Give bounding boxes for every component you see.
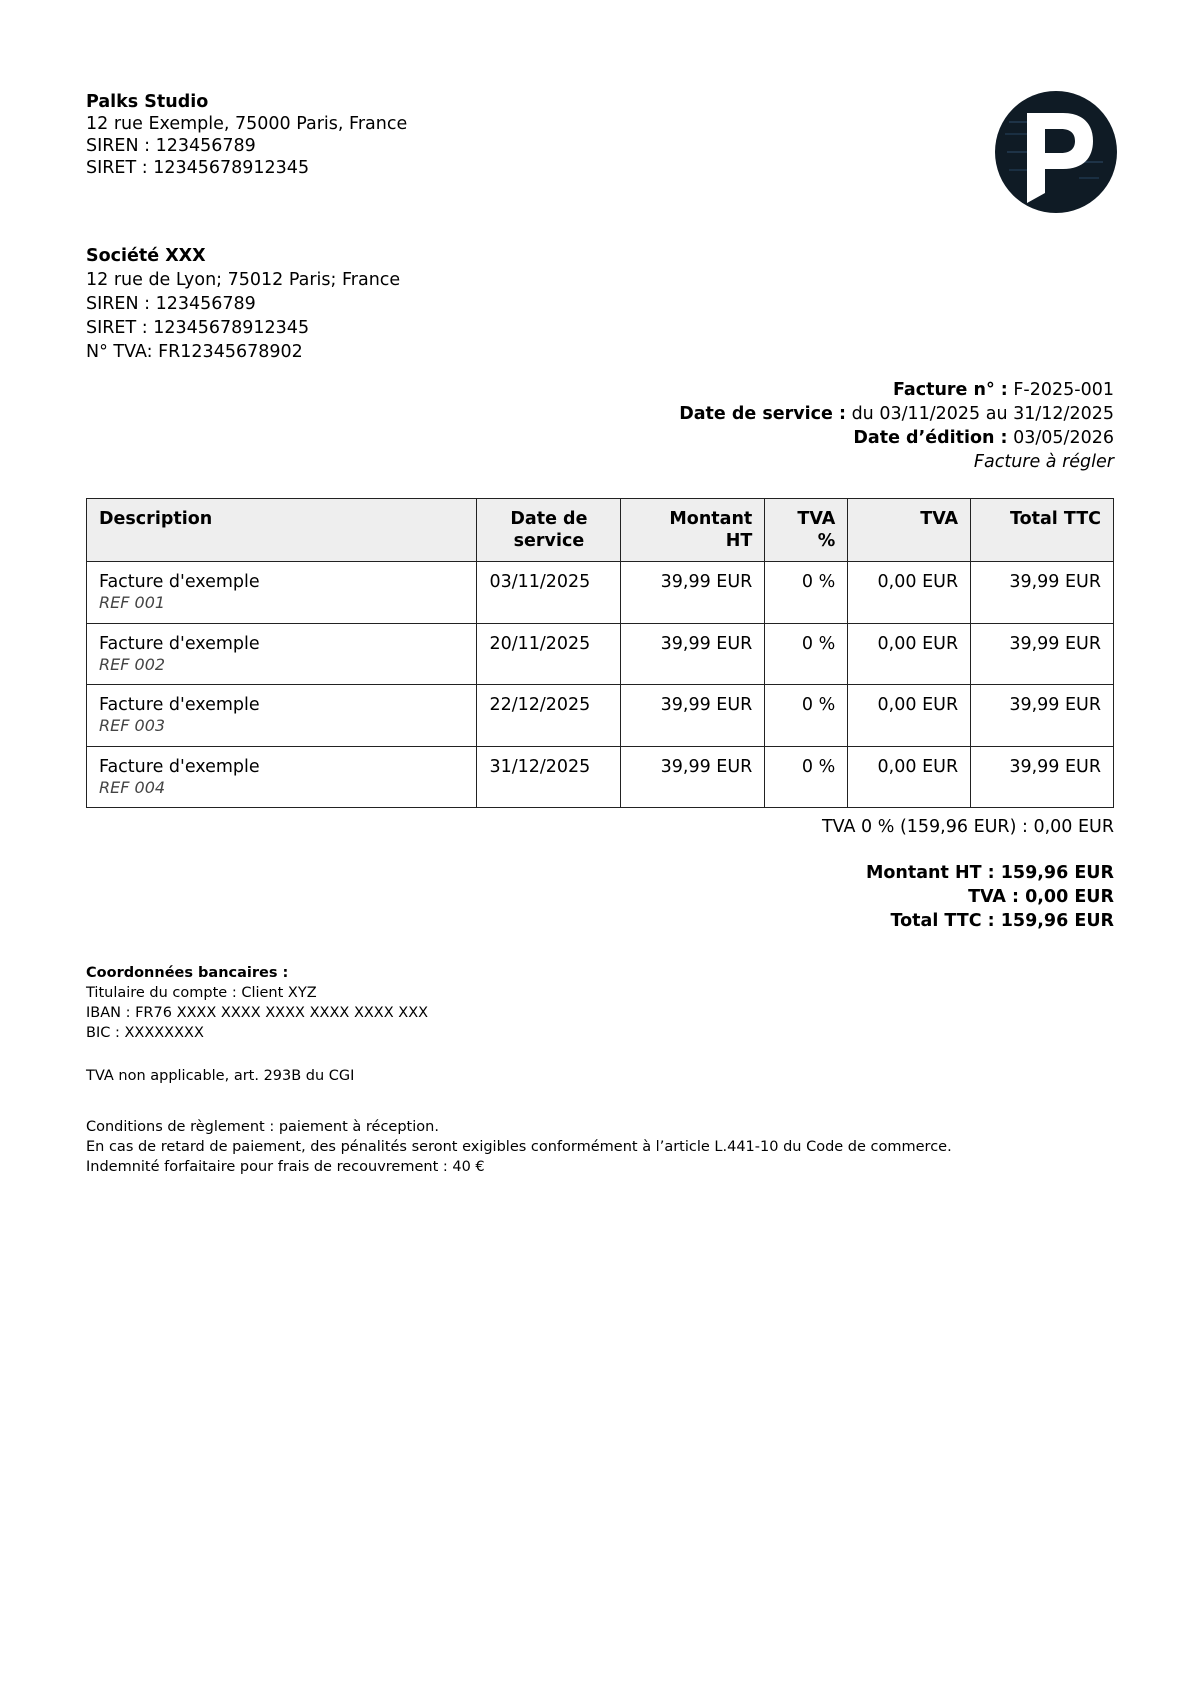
- recovery-indemnity: Indemnité forfaitaire pour frais de recouvrement : 40 €: [86, 1159, 485, 1175]
- vat-note: [86, 1066, 354, 1086]
- edition-date: Date d’édition : 03/05/2026: [853, 428, 1114, 448]
- row-vat-rate: 0 %: [765, 623, 848, 685]
- total-vat: TVA : 0,00 EUR: [968, 887, 1114, 907]
- row-vat-rate: 0 %: [765, 562, 848, 624]
- row-description: Facture d'exemple REF 004: [87, 746, 477, 808]
- invoice-number: Facture n° : F-2025-001: [892, 380, 1114, 400]
- invoice-status: Facture à régler: [973, 452, 1114, 472]
- row-amount-ht: 39,99 EUR: [621, 562, 765, 624]
- row-description: Facture d'exemple REF 003: [87, 685, 477, 747]
- row-ref: REF 003: [99, 716, 166, 735]
- table-row: [87, 685, 1114, 747]
- row-date: 22/12/2025: [477, 685, 621, 747]
- table-row: [87, 623, 1114, 685]
- row-description: Facture d'exemple REF 002: [87, 623, 477, 685]
- client-siret: SIRET : 12345678912345: [86, 318, 310, 338]
- row-vat-rate: 0 %: [765, 685, 848, 747]
- header-total-ttc: Total TTC: [971, 499, 1114, 562]
- header-description: Description: [87, 499, 477, 562]
- bank-holder: Titulaire du compte : Client XYZ: [86, 985, 317, 1001]
- bank-bic: BIC : XXXXXXXX: [86, 1025, 204, 1041]
- invoice-meta: [679, 378, 1114, 474]
- company-block: [86, 91, 407, 179]
- row-date: 20/11/2025: [477, 623, 621, 685]
- vat-breakdown-text: TVA 0 % (159,96 EUR) : 0,00 EUR: [821, 817, 1114, 837]
- row-ref: REF 002: [99, 654, 166, 674]
- row-amount-ht: 39,99 EUR: [621, 623, 765, 685]
- row-vat: 0,00 EUR: [848, 562, 971, 624]
- late-penalties: En cas de retard de paiement, des pénalités seront exigibles conformément à l’article L.441-10 du Code de commerce.: [86, 1139, 952, 1155]
- invoice-items-table: [86, 498, 1114, 808]
- header-vat: TVA: [848, 499, 971, 562]
- row-ref: REF 001: [99, 593, 166, 612]
- header-vat-rate: TVA %: [765, 499, 848, 562]
- table-row: [87, 562, 1114, 624]
- client-vat-number: N° TVA: FR12345678902: [86, 342, 303, 362]
- payment-conditions: [86, 1117, 952, 1177]
- header-service-date: Date de service: [477, 499, 621, 562]
- row-vat: 0,00 EUR: [848, 623, 971, 685]
- client-name: Société XXX: [86, 246, 206, 266]
- table-row: [87, 746, 1114, 808]
- company-name: Palks Studio: [86, 92, 209, 112]
- row-date: 31/12/2025: [477, 746, 621, 808]
- total-ht: Montant HT : 159,96 EUR: [865, 863, 1114, 883]
- client-siren: SIREN : 123456789: [86, 294, 256, 314]
- bank-details: [86, 963, 428, 1043]
- company-siren: SIREN : 123456789: [86, 136, 256, 156]
- row-description: Facture d'exemple REF 001: [87, 562, 477, 624]
- row-total-ttc: 39,99 EUR: [971, 562, 1114, 624]
- table-header-row: [87, 499, 1114, 562]
- row-amount-ht: 39,99 EUR: [621, 685, 765, 747]
- client-address: 12 rue de Lyon; 75012 Paris; France: [86, 270, 401, 290]
- totals-block: [866, 861, 1114, 933]
- company-address: 12 rue Exemple, 75000 Paris, France: [86, 114, 408, 134]
- vat-exemption-text: TVA non applicable, art. 293B du CGI: [86, 1068, 355, 1084]
- logo-graphic: [995, 91, 1117, 213]
- total-ttc: Total TTC : 159,96 EUR: [890, 911, 1114, 931]
- row-vat: 0,00 EUR: [848, 746, 971, 808]
- row-date: 03/11/2025: [477, 562, 621, 624]
- row-total-ttc: 39,99 EUR: [971, 623, 1114, 685]
- bank-iban: IBAN : FR76 XXXX XXXX XXXX XXXX XXXX XXX: [86, 1005, 429, 1021]
- row-amount-ht: 39,99 EUR: [621, 746, 765, 808]
- row-vat: 0,00 EUR: [848, 685, 971, 747]
- service-date: Date de service : du 03/11/2025 au 31/12/2025: [679, 404, 1114, 424]
- vat-breakdown: [822, 816, 1114, 838]
- row-total-ttc: 39,99 EUR: [971, 746, 1114, 808]
- row-vat-rate: 0 %: [765, 746, 848, 808]
- header-amount-ht: Montant HT: [621, 499, 765, 562]
- bank-title: Coordonnées bancaires :: [86, 965, 289, 981]
- client-block: [86, 244, 400, 364]
- row-ref: REF 004: [99, 777, 166, 797]
- row-total-ttc: 39,99 EUR: [971, 685, 1114, 747]
- company-siret: SIRET : 12345678912345: [86, 158, 310, 178]
- p-letter-logo: [995, 91, 1117, 213]
- payment-terms: Conditions de règlement : paiement à réception.: [86, 1119, 439, 1135]
